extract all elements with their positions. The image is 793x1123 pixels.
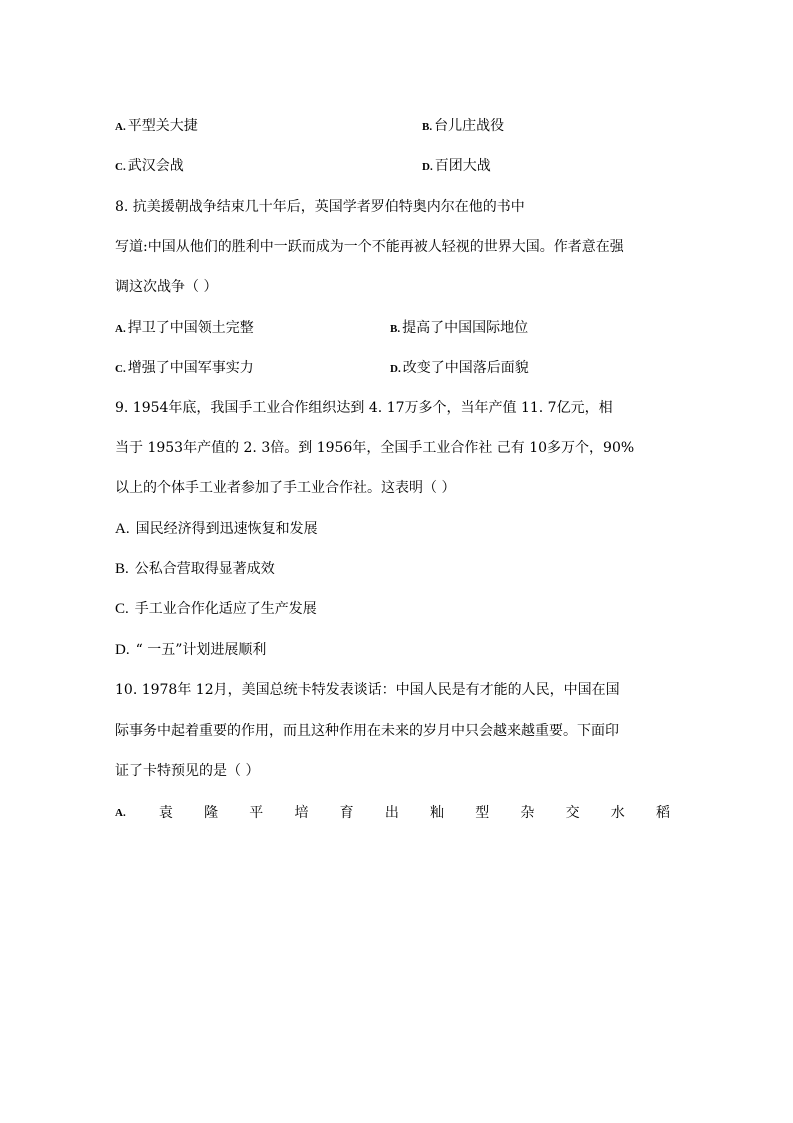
q9-stem-line-1: 9. 1954年底，我国手工业合作组织达到 4. 17万多个，当年产值 11. 7亿元，相 <box>115 400 613 416</box>
q8-option-b-text: 提高了中国国际地位 <box>402 320 529 336</box>
q8-stem-line-1: 8. 抗美援朝战争结束几十年后，英国学者罗伯特奥内尔在他的书中 <box>115 199 525 215</box>
q10-option-a-char: 出 <box>384 805 399 821</box>
q8-option-c-label: C. <box>115 363 126 375</box>
q9-option-a-label: A. <box>115 521 130 537</box>
q9-option-c[interactable] <box>115 599 317 619</box>
q9-option-c-label: C. <box>115 601 129 617</box>
q8-option-d-text: 改变了中国落后面貌 <box>402 360 529 376</box>
q9-option-d[interactable] <box>115 640 266 660</box>
q9-option-d-text: “ 一五”计划进展顺利 <box>135 642 267 658</box>
q9-option-b-label: B. <box>115 561 129 577</box>
q10-stem-line-3: 证了卡特预见的是（ ） <box>115 763 260 779</box>
q8-option-d-label: D. <box>390 363 401 375</box>
q10-option-a-char: 平 <box>249 805 264 821</box>
q8-option-c[interactable] <box>115 358 254 379</box>
q7-option-c-label: C. <box>115 161 126 173</box>
q10-stem-line-1: 10. 1978年 12月，美国总统卡特发表谈话：中国人民是有才能的人民，中国在国 <box>115 682 620 698</box>
q10-option-a-char: 培 <box>294 805 309 821</box>
q9-stem-line-3: 以上的个体手工业者参加了手工业合作社。这表明（ ） <box>115 480 456 496</box>
q7-option-d-text: 百团大战 <box>434 158 491 174</box>
q10-option-a-char: 袁 <box>158 805 173 821</box>
q10-option-a-char: 杂 <box>520 805 535 821</box>
q7-option-a-text: 平型关大捷 <box>127 118 198 134</box>
q7-option-a[interactable] <box>115 116 198 137</box>
q8-option-a-text: 捍卫了中国领土完整 <box>127 320 254 336</box>
q8-option-b[interactable] <box>390 318 528 339</box>
q7-option-b[interactable] <box>422 116 504 137</box>
q10-option-a[interactable] <box>115 803 670 823</box>
q7-option-d-label: D. <box>422 161 433 173</box>
q7-option-b-text: 台儿庄战役 <box>434 118 505 134</box>
q10-option-a-char: 隆 <box>204 805 219 821</box>
q10-option-a-char: 交 <box>565 805 580 821</box>
q8-option-c-text: 增强了中国军事实力 <box>127 360 254 376</box>
q7-option-a-label: A. <box>115 121 126 133</box>
q9-option-b[interactable] <box>115 559 275 579</box>
q9-option-a[interactable] <box>115 519 318 539</box>
q9-stem-line-2: 当于 1953年产值的 2. 3倍。到 1956年，全国手工业合作社 己有 10多万个，90% <box>115 440 635 456</box>
q10-option-a-char: 型 <box>475 805 490 821</box>
q8-option-d[interactable] <box>390 358 529 379</box>
q7-option-c[interactable] <box>115 156 184 177</box>
q9-option-c-text: 手工业合作化适应了生产发展 <box>134 601 317 617</box>
q7-option-d[interactable] <box>422 156 491 177</box>
q10-option-a-char: 水 <box>610 805 625 821</box>
q10-option-a-char: 育 <box>339 805 354 821</box>
q10-stem-line-2: 际事务中起着重要的作用，而且这种作用在未来的岁月中只会越来越重要。下面印 <box>115 723 619 739</box>
q8-stem-line-2: 写道:中国从他们的胜利中一跃而成为一个不能再被人轻视的世界大国。作者意在强 <box>115 239 624 255</box>
q10-option-a-char: 籼 <box>430 805 445 821</box>
q9-option-a-text: 国民经济得到迅速恢复和发展 <box>135 521 318 537</box>
q8-option-a[interactable] <box>115 318 254 339</box>
q9-option-b-text: 公私合营取得显著成效 <box>134 561 275 577</box>
q9-option-d-label: D. <box>115 642 130 658</box>
q8-stem-line-3: 调这次战争（ ） <box>115 279 218 295</box>
q10-option-a-char: 稻 <box>655 805 670 821</box>
q7-option-b-label: B. <box>422 121 433 133</box>
q8-option-a-label: A. <box>115 323 126 335</box>
q8-option-b-label: B. <box>390 323 401 335</box>
q7-option-c-text: 武汉会战 <box>127 158 184 174</box>
q10-option-a-label: A. <box>115 807 126 819</box>
